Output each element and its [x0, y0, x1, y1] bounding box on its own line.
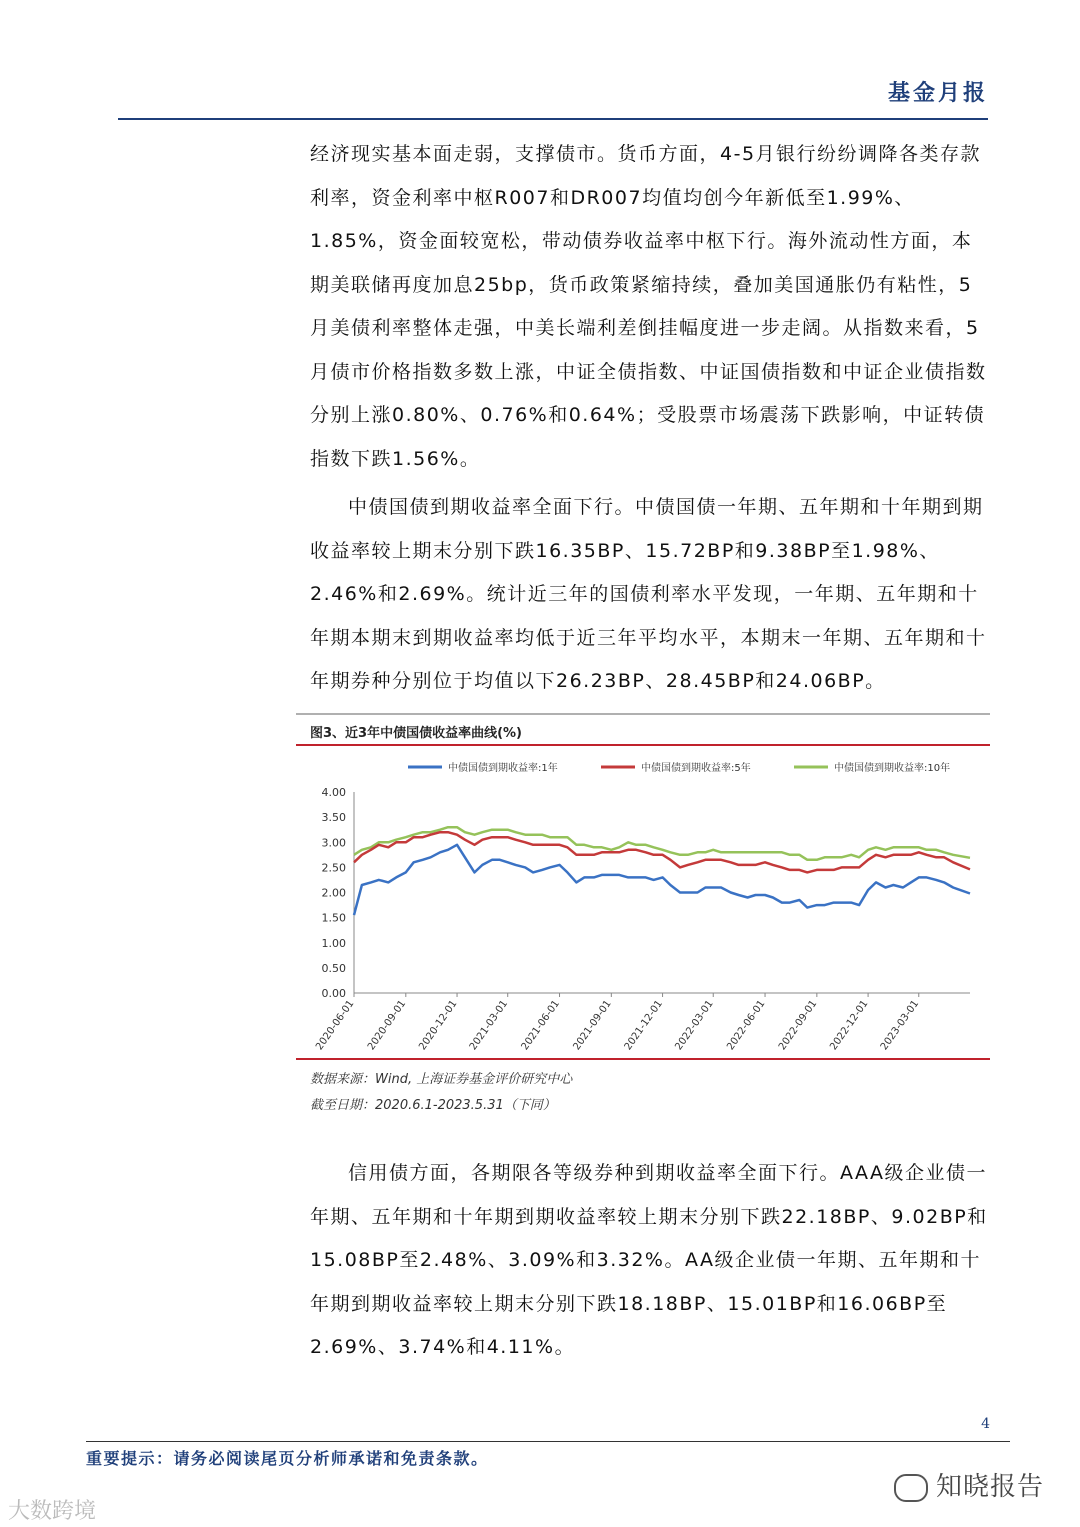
y-tick-label: 2.00 — [321, 886, 346, 900]
x-tick-label: 2021-06-01 — [519, 998, 562, 1053]
y-tick-label: 0.50 — [321, 961, 346, 975]
yield-curve-chart — [296, 750, 990, 1056]
y-tick-label: 1.00 — [321, 936, 346, 950]
y-tick-label: 2.50 — [321, 861, 346, 875]
footer-disclaimer: 重要提示：请务必阅读尾页分析师承诺和免责条款。 — [86, 1449, 489, 1468]
series-line — [354, 832, 970, 872]
figure-title: 图3、近3年中债国债收益率曲线(%) — [310, 726, 522, 741]
x-tick-label: 2022-12-01 — [828, 998, 871, 1053]
watermark-right-text: 知晓报告 — [935, 1472, 1044, 1502]
paragraph-credit: 信用债方面，各期限各等级券种到期收益率全面下行。AAA级企业债一年期、五年期和十年期到期收益率较上期末分别下跌22.18BP、9.02BP和15.08BP至2.48%、3.09%和3.32%。AA级企业债一年期、五年期和十年期到期收益率较上期末分别下跌18.18BP、15.01BP和16.06BP至2.69%、3.74%和4.11%。 — [310, 1162, 988, 1358]
watermark-right — [894, 1466, 1044, 1503]
x-tick-label: 2023-03-01 — [878, 998, 922, 1053]
x-tick-label: 2022-03-01 — [673, 998, 716, 1053]
x-tick-label: 2021-03-01 — [467, 998, 511, 1053]
figure-top-rule — [296, 713, 990, 715]
paragraph-treasury: 中债国债到期收益率全面下行。中债国债一年期、五年期和十年期到期收益率较上期末分别下跌16.35BP、15.72BP和9.38BP至1.98%、2.46%和2.69%。统计近三年的国债利率水平发现，一年期、五年期和十年期本期末到期收益率均低于近三年平均水平，本期末一年期、五年期和十年期券种分别位于均值以下26.23BP、28.45BP和24.06BP。 — [310, 496, 987, 692]
x-tick-label: 2020-12-01 — [417, 998, 460, 1053]
y-tick-label: 1.50 — [321, 911, 346, 925]
x-tick-label: 2022-06-01 — [725, 998, 768, 1053]
watermark-left: 大数跨境 — [8, 1499, 97, 1524]
y-tick-label: 4.00 — [321, 786, 346, 799]
y-tick-label: 0.00 — [321, 987, 346, 1000]
footer-rule — [86, 1441, 1010, 1442]
x-tick-label: 2022-09-01 — [776, 998, 820, 1053]
figure-bottom-rule — [296, 1058, 990, 1060]
page-header-title: 基金月报 — [887, 80, 988, 106]
x-tick-label: 2021-12-01 — [622, 998, 666, 1053]
header-rule — [118, 118, 988, 120]
x-tick-label: 2021-09-01 — [571, 998, 614, 1053]
paragraph-macro: 经济现实基本面走弱，支撑债市。货币方面，4-5月银行纷纷调降各类存款利率，资金利率中枢R007和DR007均值均创今年新低至1.99%、1.85%，资金面较宽松，带动债券收益率中枢下行。海外流动性方面，本期美联储再度加息25bp，货币政策紧缩持续，叠加美国通胀仍有粘性，5月美债利率整体走强，中美长端利差倒挂幅度进一步走阔。从指数来看，5月债市价格指数多数上涨，中证全债指数、中证国债指数和中证企业债指数分别上涨0.80%、0.76%和0.64%；受股票市场震荡下跌影响，中证转债指数下跌1.56%。 — [310, 143, 987, 470]
wechat-icon — [894, 1474, 928, 1502]
x-tick-label: 2020-06-01 — [314, 998, 357, 1053]
legend-label: 中债国债到期收益率:5年 — [641, 763, 751, 774]
legend-label: 中债国债到期收益率:1年 — [448, 763, 558, 774]
y-tick-label: 3.50 — [321, 811, 346, 825]
figure-date-note: 截至日期：2020.6.1-2023.5.31（下同） — [310, 1098, 556, 1113]
figure-source: 数据来源：Wind, 上海证券基金评价研究中心 — [310, 1072, 573, 1087]
figure-title-rule — [296, 744, 990, 746]
y-tick-label: 3.00 — [321, 836, 346, 850]
page-number: 4 — [981, 1416, 990, 1432]
legend-label: 中债国债到期收益率:10年 — [834, 763, 951, 774]
x-tick-label: 2020-09-01 — [365, 998, 409, 1053]
